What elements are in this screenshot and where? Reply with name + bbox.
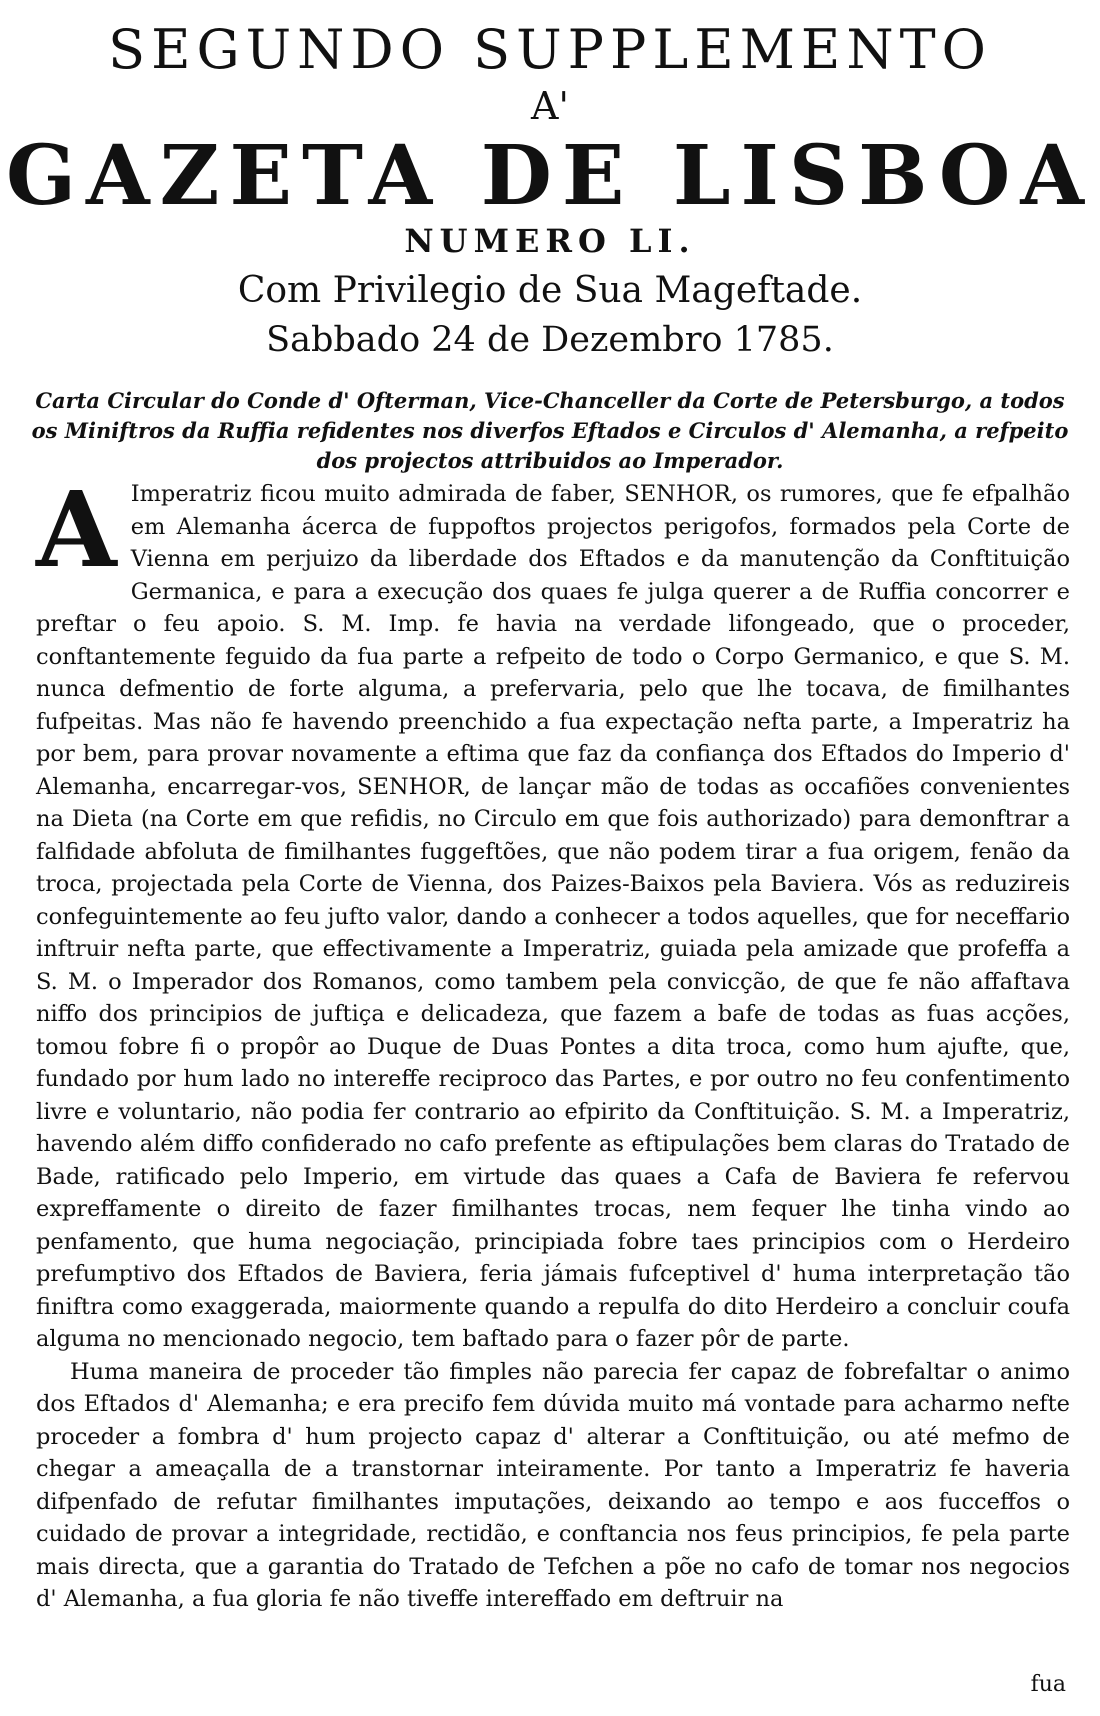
preposition-line: A' bbox=[531, 84, 569, 128]
paragraph-1: Imperatriz ficou muito admirada de faber, SENHOR, os rumores, que fe efpalhão em Alemanha ácerca de fuppoftos projectos perigofos, formados pela Corte de Vienna em perjuizo da liberdade dos Eftados e da manutenção da Conftituição Germanica, e para a execução dos quaes fe julga querer a de Ruffia concorrer e preftar o feu apoio. S. M. Imp. fe havia na verdade lifongeado, que o proceder, conftantemente feguido da fua parte a refpeito de todo o Corpo Germanico, e que S. M. nunca defmentio de forte alguma, a prefervaria, pelo que lhe tocava, de fimilhantes fufpeitas. Mas não fe havendo preenchido a fua expectação nefta parte, a Imperatriz ha por bem, para provar novamente a eftima que faz da confiança dos Eftados do Imperio d' Alemanha, encarregar-vos, SENHOR, de lançar mão de todas as occafiões convenientes na Dieta (na Corte em que refidis, no Circulo em que fois authorizado) para demonftrar a falfidade abfoluta de fimilhantes fuggeftões, que não podem tirar a fua origem, fenão da troca, projectada pela Corte de Vienna, dos Paizes-Baixos pela Baviera. Vós as reduzireis confeguintemente ao feu jufto valor, dando a conhecer a todos aquelles, que for neceffario inftruir nefta parte, que effectivamente a Imperatriz, guiada pela amizade que profeffa a S. M. o Imperador dos Romanos, como tambem pela convicção, de que fe não affaftava niffo dos principios de juftiça e delicadeza, que fazem a bafe de todas as fuas acções, tomou fobre fi o propôr ao Duque de Duas Pontes a dita troca, como hum ajufte, que, fundado por hum lado no intereffe reciproco das Partes, e por outro no feu confentimento livre e voluntario, não podia fer contrario ao efpirito da Conftituição. S. M. a Imperatriz, havendo além diffo confiderado no cafo prefente as eftipulações bem claras do Tratado de Bade, ratificado pelo Imperio, em virtude das quaes a Cafa de Baviera fe refervou expreffamente o direito de fazer fimilhantes trocas, nem fequer lhe tinha vindo ao penfamento, que huma negociação, principiada fobre taes principios com o Herdeiro prefumptivo dos Eftados de Baviera, feria jámais fufceptivel d' huma interpretação tão finiftra como exaggerada, maiormente quando a repulfa do dito Herdeiro a concluir coufa alguma no mencionado negocio, tem baftado para o fazer pôr de parte. bbox=[36, 481, 1070, 1352]
catchword: fua bbox=[1030, 1672, 1066, 1697]
supplement-title: SEGUNDO SUPPLEMENTO bbox=[108, 18, 992, 81]
gazette-title: GAZETA DE LISBOA bbox=[6, 128, 1094, 224]
issue-number: NUMERO LI. bbox=[404, 222, 696, 260]
privilege-line: Com Privilegio de Sua Mageftade. bbox=[237, 270, 863, 311]
article-body bbox=[36, 468, 1070, 1616]
issue-date: Sabbado 24 de Dezembro 1785. bbox=[266, 320, 834, 360]
letter-intro: Carta Circular do Conde d' Ofterman, Vice-Chanceller da Corte de Petersburgo, a todos os Miniftros da Ruffia refidentes nos diverfos Eftados e Circulos d' Alemanha, a refpeito dos projectos attribuidos ao Imperador. bbox=[31, 388, 1069, 473]
drop-cap: A bbox=[36, 468, 117, 591]
paragraph-2: Huma maneira de proceder tão fimples não parecia fer capaz de fobrefaltar o animo dos Eftados d' Alemanha; e era precifo fem dúvida muito má vontade para acharmo nefte proceder a fombra d' hum projecto capaz d' alterar a Conftituição, ou até mefmo de chegar a ameaçalla de a transtornar inteiramente. Por tanto a Imperatriz fe haveria difpenfado de refutar fimilhantes imputações, deixando ao tempo e aos fucceffos o cuidado de provar a integridade, rectidão, e conftancia nos feus principios, fe pela parte mais directa, que a garantia do Tratado de Tefchen a põe no cafo de tomar nos negocios d' Alemanha, a fua gloria fe não tiveffe intereffado em deftruir na bbox=[36, 1358, 1070, 1612]
